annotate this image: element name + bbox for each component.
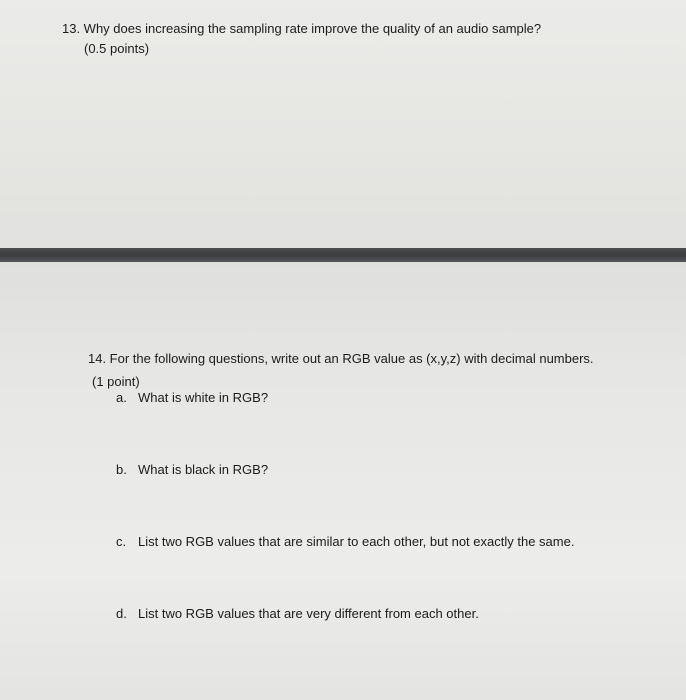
question-14-prompt: 14. For the following questions, write out an RGB value as (x,y,z) with decimal numbers.	[88, 351, 594, 366]
question-13-prompt: 13. Why does increasing the sampling rate improve the quality of an audio sample?	[62, 21, 542, 36]
part-c-marker: c.	[116, 534, 127, 549]
worksheet-page-bottom	[0, 262, 686, 700]
question-14-part-d	[116, 606, 479, 622]
worksheet-page-top	[0, 0, 686, 248]
question-14-part-c	[116, 534, 574, 550]
question-13-points: (0.5 points)	[84, 41, 150, 56]
part-b-text: What is black in RGB?	[138, 462, 269, 477]
part-a-marker: a.	[116, 390, 127, 405]
question-14-part-b	[116, 462, 268, 478]
part-d-marker: d.	[116, 606, 127, 621]
question-14-part-a	[116, 390, 268, 406]
page-divider-bar	[0, 248, 686, 262]
part-c-text: List two RGB values that are similar to each other, but not exactly the same.	[138, 534, 575, 549]
part-a-text: What is white in RGB?	[138, 390, 269, 405]
part-b-marker: b.	[116, 462, 127, 477]
question-14-points: (1 point)	[92, 374, 140, 389]
part-d-text: List two RGB values that are very different from each other.	[138, 606, 479, 621]
